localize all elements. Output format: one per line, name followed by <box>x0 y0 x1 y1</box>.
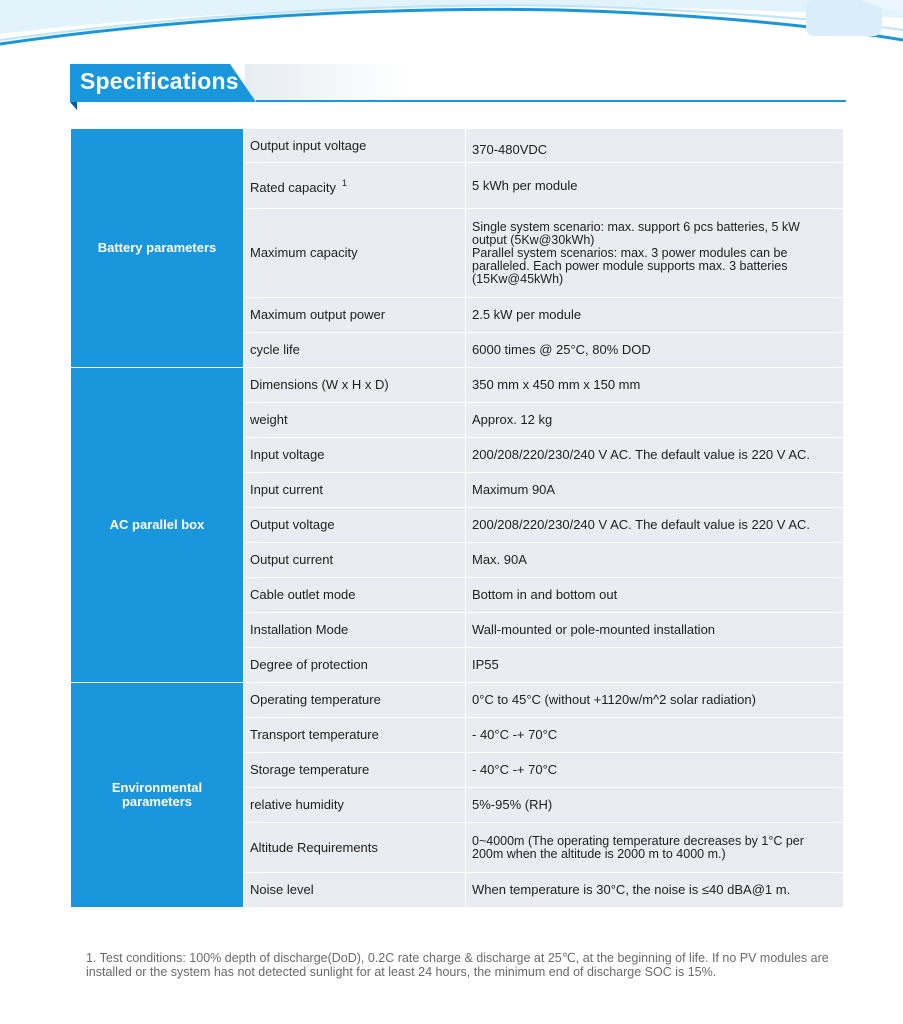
param-label-with-footnote <box>244 163 466 209</box>
param-value: When temperature is 30°C, the noise is ≤40 dBA@1 m. <box>466 873 844 908</box>
param-value: Wall-mounted or pole-mounted installation <box>466 613 844 648</box>
category-battery-parameters: Battery parameters <box>71 129 244 368</box>
param-label: Storage temperature <box>244 753 466 788</box>
table-row <box>71 683 844 718</box>
param-label: Input voltage <box>244 438 466 473</box>
param-label: Degree of protection <box>244 648 466 683</box>
footnote-marker: 1 <box>342 178 348 188</box>
param-label: Noise level <box>244 873 466 908</box>
table-row <box>71 368 844 403</box>
param-label: Output voltage <box>244 508 466 543</box>
category-ac-parallel-box: AC parallel box <box>71 368 244 683</box>
top-wave-decoration <box>0 0 903 70</box>
param-value: 5%-95% (RH) <box>466 788 844 823</box>
param-label: relative humidity <box>244 788 466 823</box>
title-underline <box>256 100 846 102</box>
param-value: - 40°C -+ 70°C <box>466 718 844 753</box>
param-value: 350 mm x 450 mm x 150 mm <box>466 368 844 403</box>
param-label: Maximum capacity <box>244 209 466 298</box>
param-label: Input current <box>244 473 466 508</box>
param-value: 370-480VDC <box>466 129 844 163</box>
param-value: Maximum 90A <box>466 473 844 508</box>
param-value: 5 kWh per module <box>466 163 844 209</box>
param-label: Maximum output power <box>244 298 466 333</box>
param-value: 6000 times @ 25°C, 80% DOD <box>466 333 844 368</box>
param-value: Single system scenario: max. support 6 pcs batteries, 5 kW output (5Kw@30kWh) Parallel system scenarios: max. 3 power modules can be paralleled. Each power module supports max. 3 batteries (15Kw@45kWh) <box>466 209 844 298</box>
param-label: Installation Mode <box>244 613 466 648</box>
specifications-table <box>70 128 844 908</box>
param-label: Rated capacity <box>250 180 336 195</box>
param-label: Output input voltage <box>244 129 466 163</box>
param-label: cycle life <box>244 333 466 368</box>
param-value: Approx. 12 kg <box>466 403 844 438</box>
param-value: 200/208/220/230/240 V AC. The default value is 220 V AC. <box>466 438 844 473</box>
footnote: 1. Test conditions: 100% depth of discharge(DoD), 0.2C rate charge & discharge at 25℃, at the beginning of life. If no PV modules are installed or the system has not detected sunlight for at least 24 hours, the minimum end of discharge SOC is 15%. <box>86 951 829 979</box>
param-value: 2.5 kW per module <box>466 298 844 333</box>
param-value: Max. 90A <box>466 543 844 578</box>
table-row <box>71 129 844 163</box>
param-label: weight <box>244 403 466 438</box>
param-value: 200/208/220/230/240 V AC. The default value is 220 V AC. <box>466 508 844 543</box>
param-value: - 40°C -+ 70°C <box>466 753 844 788</box>
page-title: Specifications <box>80 68 239 94</box>
param-value: IP55 <box>466 648 844 683</box>
param-label: Dimensions (W x H x D) <box>244 368 466 403</box>
param-value: 0~4000m (The operating temperature decreases by 1°C per 200m when the altitude is 2000 m to 4000 m.) <box>466 823 844 873</box>
param-value: 0°C to 45°C (without +1120w/m^2 solar radiation) <box>466 683 844 718</box>
param-value: Bottom in and bottom out <box>466 578 844 613</box>
title-notch-decoration <box>70 102 77 110</box>
param-label: Output current <box>244 543 466 578</box>
param-label: Altitude Requirements <box>244 823 466 873</box>
param-label: Operating temperature <box>244 683 466 718</box>
header-shadow <box>245 64 405 100</box>
section-header <box>70 64 845 114</box>
category-environmental-parameters: Environmental parameters <box>71 683 244 908</box>
param-label: Cable outlet mode <box>244 578 466 613</box>
param-label: Transport temperature <box>244 718 466 753</box>
